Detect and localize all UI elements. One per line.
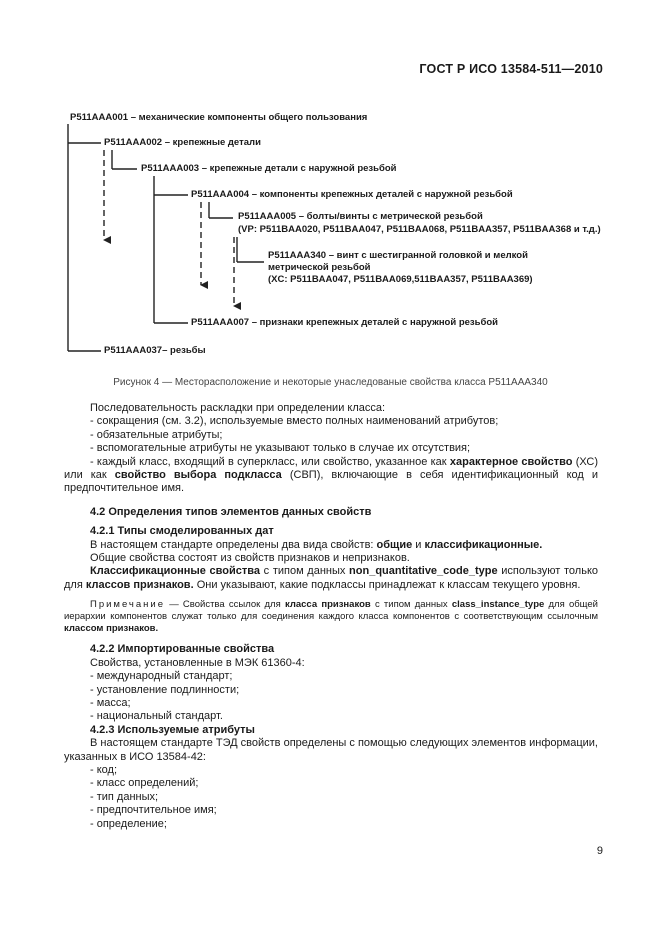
main-text bbox=[64, 402, 598, 831]
paragraph: Классификационные свойства с типом данных non_quantitative_code_type используют только для классов признаков. Они указывают, какие подклассы принадлежат к классам текущего уровня. bbox=[64, 565, 598, 591]
section-heading-4-2-2: 4.2.2 Импортированные свойства bbox=[90, 643, 275, 656]
diagram-node-p511aaa340: P511AAA340 – винт с шестигранной головкой и мелкой bbox=[268, 250, 528, 261]
diagram-node-p511aaa004: P511AAA004 – компоненты крепежных деталей с наружной резьбой bbox=[191, 189, 513, 200]
paragraph: В настоящем стандарте определены два вида свойств: общие и классификационные. bbox=[90, 538, 543, 551]
list-item: - код; bbox=[90, 763, 118, 776]
note-paragraph: Примечание — Свойства ссылок для класса признаков с типом данных class_instance_type для общей иерархии компонентов служат только для соединения каждого класса компонентов с соответствующим ссылочным классом признаков. bbox=[64, 599, 598, 635]
document-code: ГОСТ Р ИСО 13584-511—2010 bbox=[419, 62, 603, 76]
list-item: - национальный стандарт. bbox=[90, 710, 223, 723]
section-heading-4-2-1: 4.2.1 Типы смоделированных дат bbox=[90, 525, 274, 538]
list-item: - сокращения (см. 3.2), используемые вместо полных наименований атрибутов; bbox=[90, 415, 499, 428]
intro-lead: Последовательность раскладки при определении класса: bbox=[90, 402, 386, 414]
diagram-node-p511aaa340-xc: (XC: P511BAA047, P511BAA069,511BAA357, P511BAA369) bbox=[268, 274, 533, 285]
diagram-node-p511aaa003: P511AAA003 – крепежные детали с наружной резьбой bbox=[141, 163, 397, 174]
list-item: - определение; bbox=[90, 817, 167, 830]
list-item: - установление подлинности; bbox=[90, 683, 240, 696]
diagram-node-p511aaa001: P511AAA001 – механические компоненты общего пользования bbox=[70, 112, 368, 123]
page-number: 9 bbox=[596, 845, 603, 857]
section-heading-4-2: 4.2 Определения типов элементов данных свойств bbox=[90, 505, 372, 518]
paragraph: В настоящем стандарте ТЭД свойств определены с помощью следующих элементов информации, указанных в ИСО 13584-42: bbox=[64, 737, 598, 763]
list-item: - класс определений; bbox=[90, 777, 199, 790]
diagram-node-p511aaa002: P511AAA002 – крепежные детали bbox=[104, 137, 261, 148]
paragraph: Свойства, установленные в МЭК 61360-4: bbox=[90, 656, 305, 669]
list-item: - международный стандарт; bbox=[90, 670, 233, 683]
list-item: - тип данных; bbox=[90, 790, 159, 803]
list-item: - предпочтительное имя; bbox=[90, 804, 217, 817]
paragraph: Общие свойства состоят из свойств признаков и непризнаков. bbox=[90, 552, 410, 565]
list-item: - масса; bbox=[90, 696, 131, 709]
list-item: - вспомогательные атрибуты не указывают только в случае их отсутствия; bbox=[90, 442, 471, 455]
figure-caption: Рисунок 4 — Месторасположение и некоторые унаследованые свойства класса P511AAA340 bbox=[113, 377, 548, 388]
diagram-node-p511aaa007: P511AAA007 – признаки крепежных деталей с наружной резьбой bbox=[191, 317, 498, 328]
section-heading-4-2-3: 4.2.3 Используемые атрибуты bbox=[90, 723, 255, 736]
diagram-node-p511aaa005: P511AAA005 – болты/винты с метрической резьбой bbox=[238, 211, 483, 222]
diagram-node-p511aaa037: P511AAA037– резьбы bbox=[104, 345, 206, 356]
list-item: - обязательные атрибуты; bbox=[90, 428, 223, 441]
diagram-node-p511aaa005-values: (VP: P511BAA020, P511BAA047, P511BAA068, P511BAA357, P511BAA368 и т.д.) bbox=[238, 224, 601, 235]
diagram-node-p511aaa340-line2: метрической резьбой bbox=[268, 262, 371, 273]
list-item: - каждый класс, входящий в суперкласс, или свойство, указанное как характерное свойство (ХС) или как свойство выбора подкласса (СВП), включающие в себя идентификационный код и предпочтительное имя. bbox=[64, 455, 598, 495]
